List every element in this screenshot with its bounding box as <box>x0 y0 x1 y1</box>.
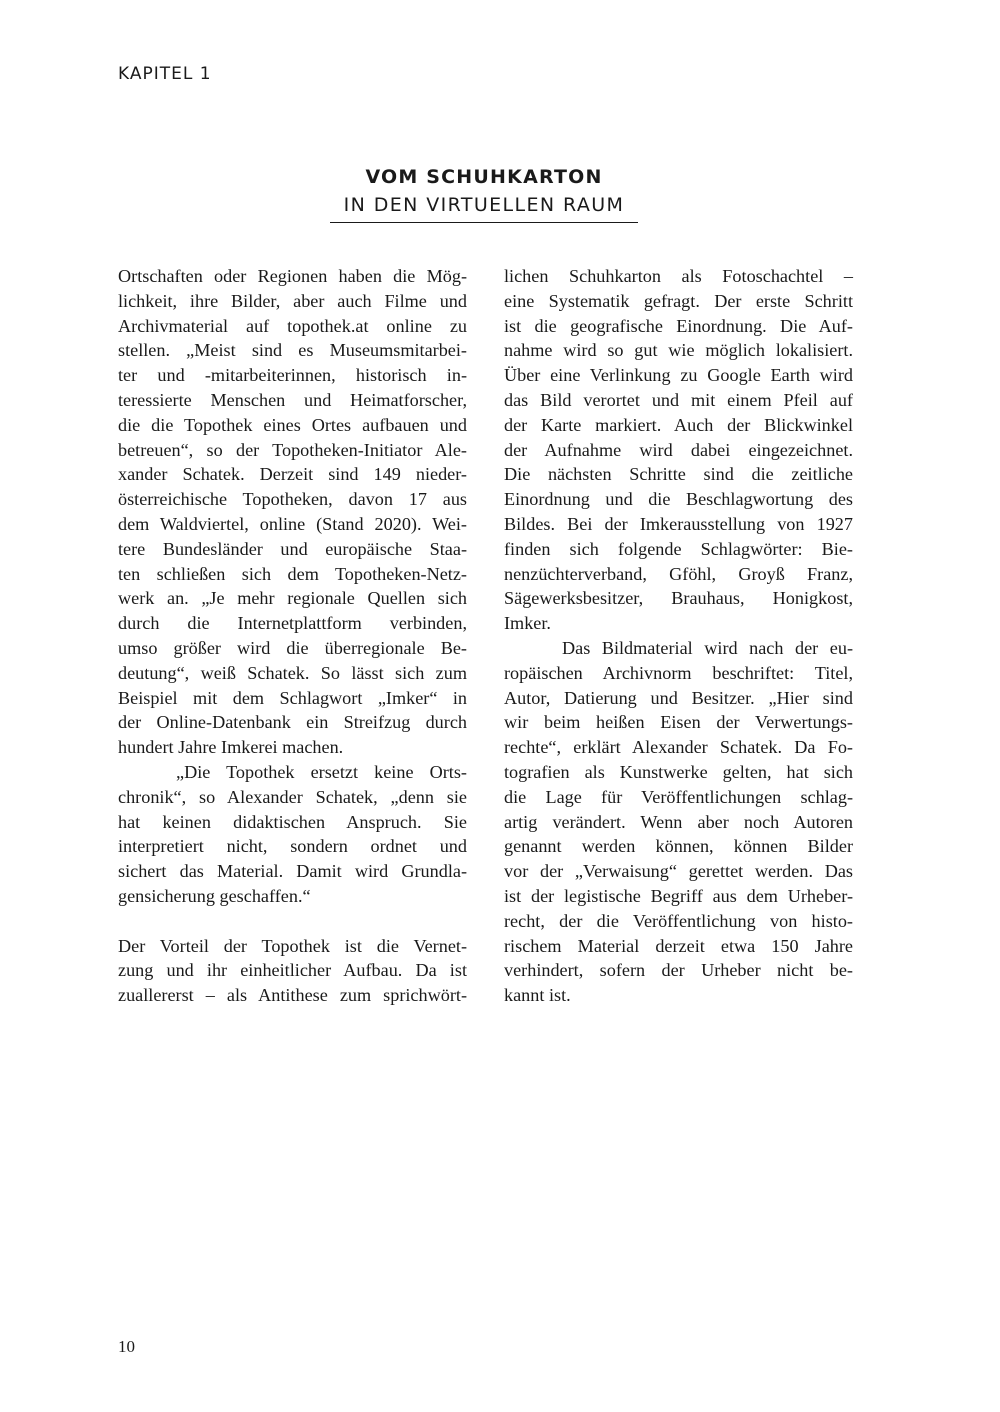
text-line: kannt ist. <box>504 985 571 1006</box>
text-line: Autor, Datierung und Besitzer. „Hier sind <box>504 687 853 708</box>
text-line: lichkeit, ihre Bilder, aber auch Filme und <box>118 290 467 311</box>
text-line: gensicherung geschaffen.“ <box>118 885 311 906</box>
text-line: sichert das Material. Damit wird Grundla- <box>118 861 467 882</box>
paragraph-right-2 <box>504 636 853 1008</box>
text-line: lichen Schuhkarton als Fotoschachtel – <box>504 266 853 286</box>
text-line: nenzüchterverband, Gföhl, Groyß Franz, <box>504 563 853 584</box>
text-line: recht, der die Veröffentlichung von histo- <box>504 910 853 931</box>
text-line: verhindert, sofern der Urheber nicht be- <box>504 960 853 981</box>
text-line: tografien als Kunstwerke gelten, hat sich <box>504 761 853 782</box>
text-line: zung und ihr einheitlicher Aufbau. Da ist <box>118 960 467 981</box>
text-line: ist die geografische Einordnung. Die Auf- <box>504 315 853 336</box>
text-line: die die Topothek eines Ortes aufbauen und <box>118 414 467 435</box>
text-line: ropäischen Archivnorm beschriftet: Titel, <box>504 662 853 683</box>
text-line: xander Schatek. Derzeit sind 149 nieder- <box>118 464 467 485</box>
text-line: artig verändert. Wenn aber noch Autoren <box>504 811 853 832</box>
text-line: teressierte Menschen und Heimatforscher, <box>118 389 467 410</box>
text-line: Sägewerksbesitzer, Brauhaus, Honigkost, <box>504 588 853 609</box>
text-line: österreichische Topotheken, davon 17 aus <box>118 489 467 510</box>
section-title <box>330 163 638 223</box>
text-line: Imker. <box>504 613 551 634</box>
paragraph-left-1 <box>118 264 467 760</box>
title-line-1: VOM SCHUHKARTON <box>365 166 603 188</box>
left-column <box>118 264 467 1008</box>
page-number: 10 <box>118 1337 135 1356</box>
title-underline <box>330 222 638 223</box>
text-line: das Bild verortet und mit einem Pfeil auf <box>504 389 853 410</box>
text-line: der Online-Datenbank ein Streifzug durch <box>118 712 467 733</box>
paragraph-left-2 <box>118 760 467 909</box>
text-line: umso größer wird die überregionale Be- <box>118 637 467 658</box>
text-line: Archivmaterial auf topothek.at online zu <box>118 315 467 336</box>
text-line: Bildes. Bei der Imkerausstellung von 1927 <box>504 513 853 534</box>
text-line: chronik“, so Alexander Schatek, „denn sie <box>118 786 467 807</box>
text-line: durch die Internetplattform verbinden, <box>118 613 467 634</box>
text-line: wir beim heißen Eisen der Verwertungs- <box>504 712 853 733</box>
chapter-label: KAPITEL 1 <box>118 64 212 84</box>
text-line: Über eine Verlinkung zu Google Earth wird <box>504 365 853 386</box>
text-line: Der Vorteil der Topothek ist die Vernet- <box>118 935 467 956</box>
text-line: finden sich folgende Schlagwörter: Bie- <box>504 538 853 559</box>
text-line: hundert Jahre Imkerei machen. <box>118 737 344 758</box>
text-line: vor der „Verwaisung“ gerettet werden. Das <box>504 861 853 882</box>
text-line: dem Waldviertel, online (Stand 2020). Wei- <box>118 513 467 534</box>
text-line: tere Bundesländer und europäische Staa- <box>118 538 467 559</box>
paragraph-right-1 <box>504 264 853 636</box>
text-line: der Karte markiert. Auch der Blickwinkel <box>504 414 853 435</box>
text-line: rischem Material derzeit etwa 150 Jahre <box>504 935 853 956</box>
text-line: ten schließen sich dem Topotheken-Netz- <box>118 563 467 584</box>
text-line: zuallererst – als Antithese zum sprichwört- <box>118 985 467 1006</box>
text-line: Beispiel mit dem Schlagwort „Imker“ in <box>118 687 467 708</box>
text-line: „Die Topothek ersetzt keine Orts- <box>176 761 467 782</box>
text-line: nahme wird so gut wie möglich lokalisiert. <box>504 340 853 361</box>
paragraph-left-3 <box>118 934 467 1008</box>
text-line: Einordnung und die Beschlagwortung des <box>504 489 853 510</box>
text-line: ter und -mitarbeiterinnen, historisch in- <box>118 365 467 386</box>
text-line: interpretiert nicht, sondern ordnet und <box>118 836 467 857</box>
text-line: stellen. „Meist sind es Museumsmitarbei- <box>118 340 467 361</box>
text-line: genannt werden können, können Bilder <box>504 836 853 857</box>
text-line: die Lage für Veröffentlichungen schlag- <box>504 786 853 807</box>
text-line: betreuen“, so der Topotheken-Initiator Ale- <box>118 439 467 460</box>
text-line: werk an. „Je mehr regionale Quellen sich <box>118 588 467 609</box>
right-column <box>504 264 853 1008</box>
text-line: Die nächsten Schritte sind die zeitliche <box>504 464 853 485</box>
text-line: hat keinen didaktischen Anspruch. Sie <box>118 811 467 832</box>
text-line: deutung“, weiß Schatek. So lässt sich zum <box>118 662 467 683</box>
text-line: der Aufnahme wird dabei eingezeichnet. <box>504 439 853 460</box>
text-line: rechte“, erklärt Alexander Schatek. Da Fo- <box>504 737 853 758</box>
text-line: Das Bildmaterial wird nach der eu- <box>562 637 853 658</box>
text-line: Ortschaften oder Regionen haben die Mög- <box>118 266 467 286</box>
paragraph-gap <box>118 909 467 934</box>
title-line-2: IN DEN VIRTUELLEN RAUM <box>343 194 625 216</box>
text-line: ist der legistische Begriff aus dem Urheber- <box>504 885 853 906</box>
text-line: eine Systematik gefragt. Der erste Schritt <box>504 290 853 311</box>
